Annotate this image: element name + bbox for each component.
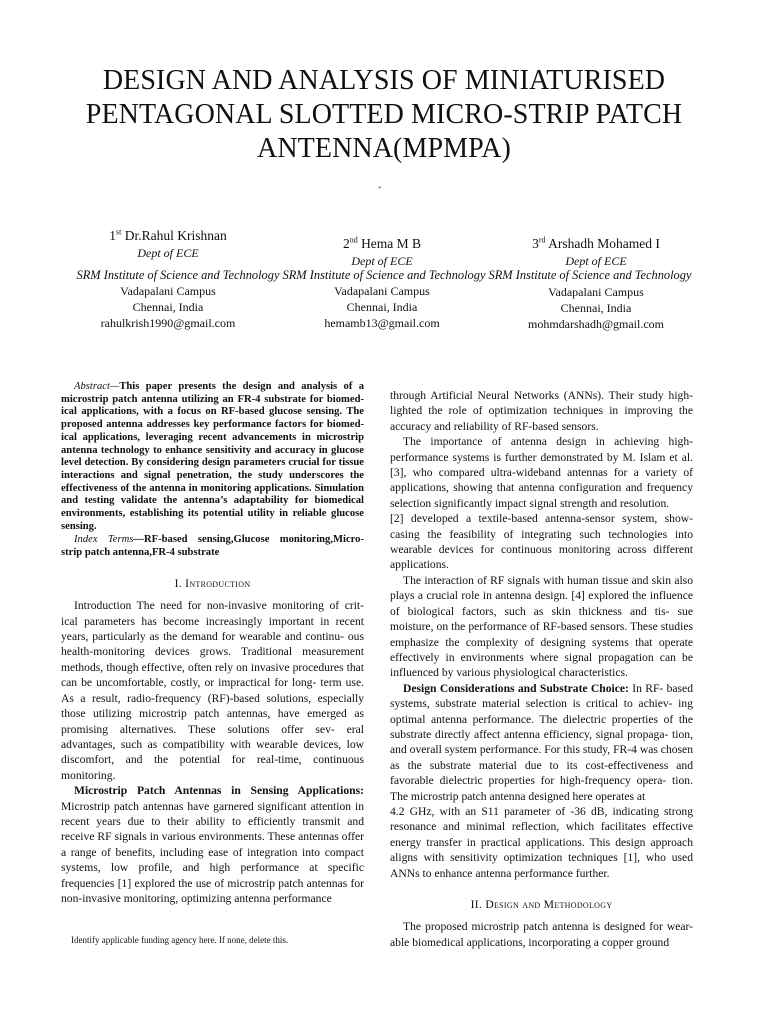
section-heading-introduction: I. Introduction <box>174 576 251 590</box>
institution-row: SRM Institute of Science and Technology SRM Institute of Science and Technology SRM Institute of Science and Technology <box>76 268 692 282</box>
author-block-1 <box>68 227 268 261</box>
email: mohmdarshadh@gmail.com <box>527 317 665 331</box>
author-block-2 <box>282 235 482 269</box>
author-dept: Dept of ECE <box>565 254 627 268</box>
title-line-1: DESIGN AND ANALYSIS OF MINIATURISED <box>102 65 666 96</box>
paragraph: [2] developed a textile-based antenna-sensor system, show- casing the feasibility of integrating such technologies into wearable devices for continuous monitoring across different applications. <box>390 512 693 572</box>
author-dept: Dept of ECE <box>137 246 199 260</box>
city: Chennai, India <box>132 300 204 314</box>
substrate-paragraph: Design Considerations and Substrate Choice: In RF- based systems, substrate material selection is critical to achiev- ing optimal antenna performance. The dielectric properties of the substrate directly affect antenna efficiency, signal propaga- tion, and overall system performance. For this study, FR-4 was chosen as the substrate material due to its cost-effectiveness and favorable dielectric properties for high-frequency opera- tion. The microstrip patch antenna designed here operates at <box>390 681 693 803</box>
title-line-2: PENTAGONAL SLOTTED MICRO-STRIP PATCH <box>85 99 683 130</box>
right-column <box>390 388 693 950</box>
author-block-3 <box>496 235 696 269</box>
author-location-2 <box>282 283 482 331</box>
title-line-3: ANTENNA(MPMPA) <box>257 133 511 164</box>
paper-title <box>40 64 728 166</box>
section-heading-design: II. Design and Methodology <box>470 898 613 911</box>
author-name: 1st Dr.Rahul Krishnan <box>109 227 227 243</box>
paragraph: The interaction of RF signals with human tissue and skin also plays a crucial role in antenna design. [4] explored the influence of biological factors, such as skin thickness and tis- sue moisture, on the performance of RF-based sensors. These studies emphasize the complexity of designing systems that operate effectively in environments where signal propagation can be influenced by various physiological characteristics. <box>390 573 693 680</box>
author-name: 2nd Hema M B <box>342 235 422 251</box>
city: Chennai, India <box>346 300 418 314</box>
paragraph: The importance of antenna design in achieving high- performance systems is further demonstrated by M. Islam et al. [3], who compared ultra-wideband antennas for a variety of applications, showing that antenna configuration and frequency selection significantly impact signal strength and resolution. <box>390 435 693 510</box>
campus: Vadapalani Campus <box>548 285 644 299</box>
design-paragraph: The proposed microstrip patch antenna is designed for wear- able biomedical applications, incorporating a copper ground <box>390 920 693 949</box>
abstract: Abstract—This paper presents the design and analysis of a microstrip patch antenna utilizing an FR-4 substrate for biomed- ical applications, with a focus on RF-based glucose sensing. The proposed antenna addresses key performance factors for biomed- ical applications, leveraging recent advancements in microstrip antenna technology to enhance sensitivity and accuracy in glucose level detection. By considering design parameters crucial for tissue interactions and signal penetration, the study underscores the effectiveness of the antenna in monitoring applications. Simulation and testing validate the antenna’s adaptability for biomedical environments, establishing its potential utility in reliable glucose sensing. <box>61 381 364 532</box>
author-name: 3rd Arshadh Mohamed I <box>532 235 660 251</box>
funding-footnote: Identify applicable funding agency here. If none, delete this. <box>71 935 289 945</box>
index-terms: Index Terms—RF-based sensing,Glucose monitoring,Micro- strip patch antenna,FR-4 substrate <box>61 534 364 559</box>
author-location-1 <box>68 283 268 331</box>
sensing-paragraph: Microstrip Patch Antennas in Sensing Applications: Microstrip patch antennas have garnered significant attention in recent years due to their ability to efficiently transmit and receive RF signals in various environments. These antennas offer a range of benefits, including ease of integration into compact systems, low profile, and high performance at specific frequencies [1] explored the use of microstrip patch antennas for non-invasive monitoring, optimizing antenna performance <box>61 784 364 905</box>
author-dept: Dept of ECE <box>351 254 413 268</box>
intro-paragraph: Introduction The need for non-invasive monitoring of crit- ical parameters has become increasingly important in recent years, particularly as the demand for wearable and continu- ous health-monitoring devices grows. Traditional measurement methods, though effective, often rely on invasive procedures that can be uncomfortable, costly, or impractical for long- term use. As a result, radio-frequency (RF)-based solutions, especially those utilizing microstrip patch antennas, have emerged as promising alternatives. These solutions offer sev- eral advantages, such as compatibility with wearable devices, low discomfort, and the potential for real-time, continuous monitoring. <box>61 599 364 782</box>
email: rahulkrish1990@gmail.com <box>100 316 236 330</box>
author-location-3 <box>496 284 696 332</box>
campus: Vadapalani Campus <box>334 284 430 298</box>
paragraph: 4.2 GHz, with an S11 parameter of -36 dB, indicating strong resonance and minimal reflection, which facilitates effective energy transfer in practical applications. This design approach aligns with sensitivity optimization techniques [1], who used ANNs to enhance antenna performance further. <box>390 804 693 880</box>
campus: Vadapalani Campus <box>120 284 216 298</box>
paragraph: through Artificial Neural Networks (ANNs). Their study high- lighted the role of optimization techniques in improving the accuracy and reliability of RF-based sensors. <box>390 389 693 433</box>
title-footnote-mark: * <box>378 185 382 193</box>
left-column <box>61 381 364 906</box>
email: hemamb13@gmail.com <box>324 316 440 330</box>
city: Chennai, India <box>560 301 632 315</box>
